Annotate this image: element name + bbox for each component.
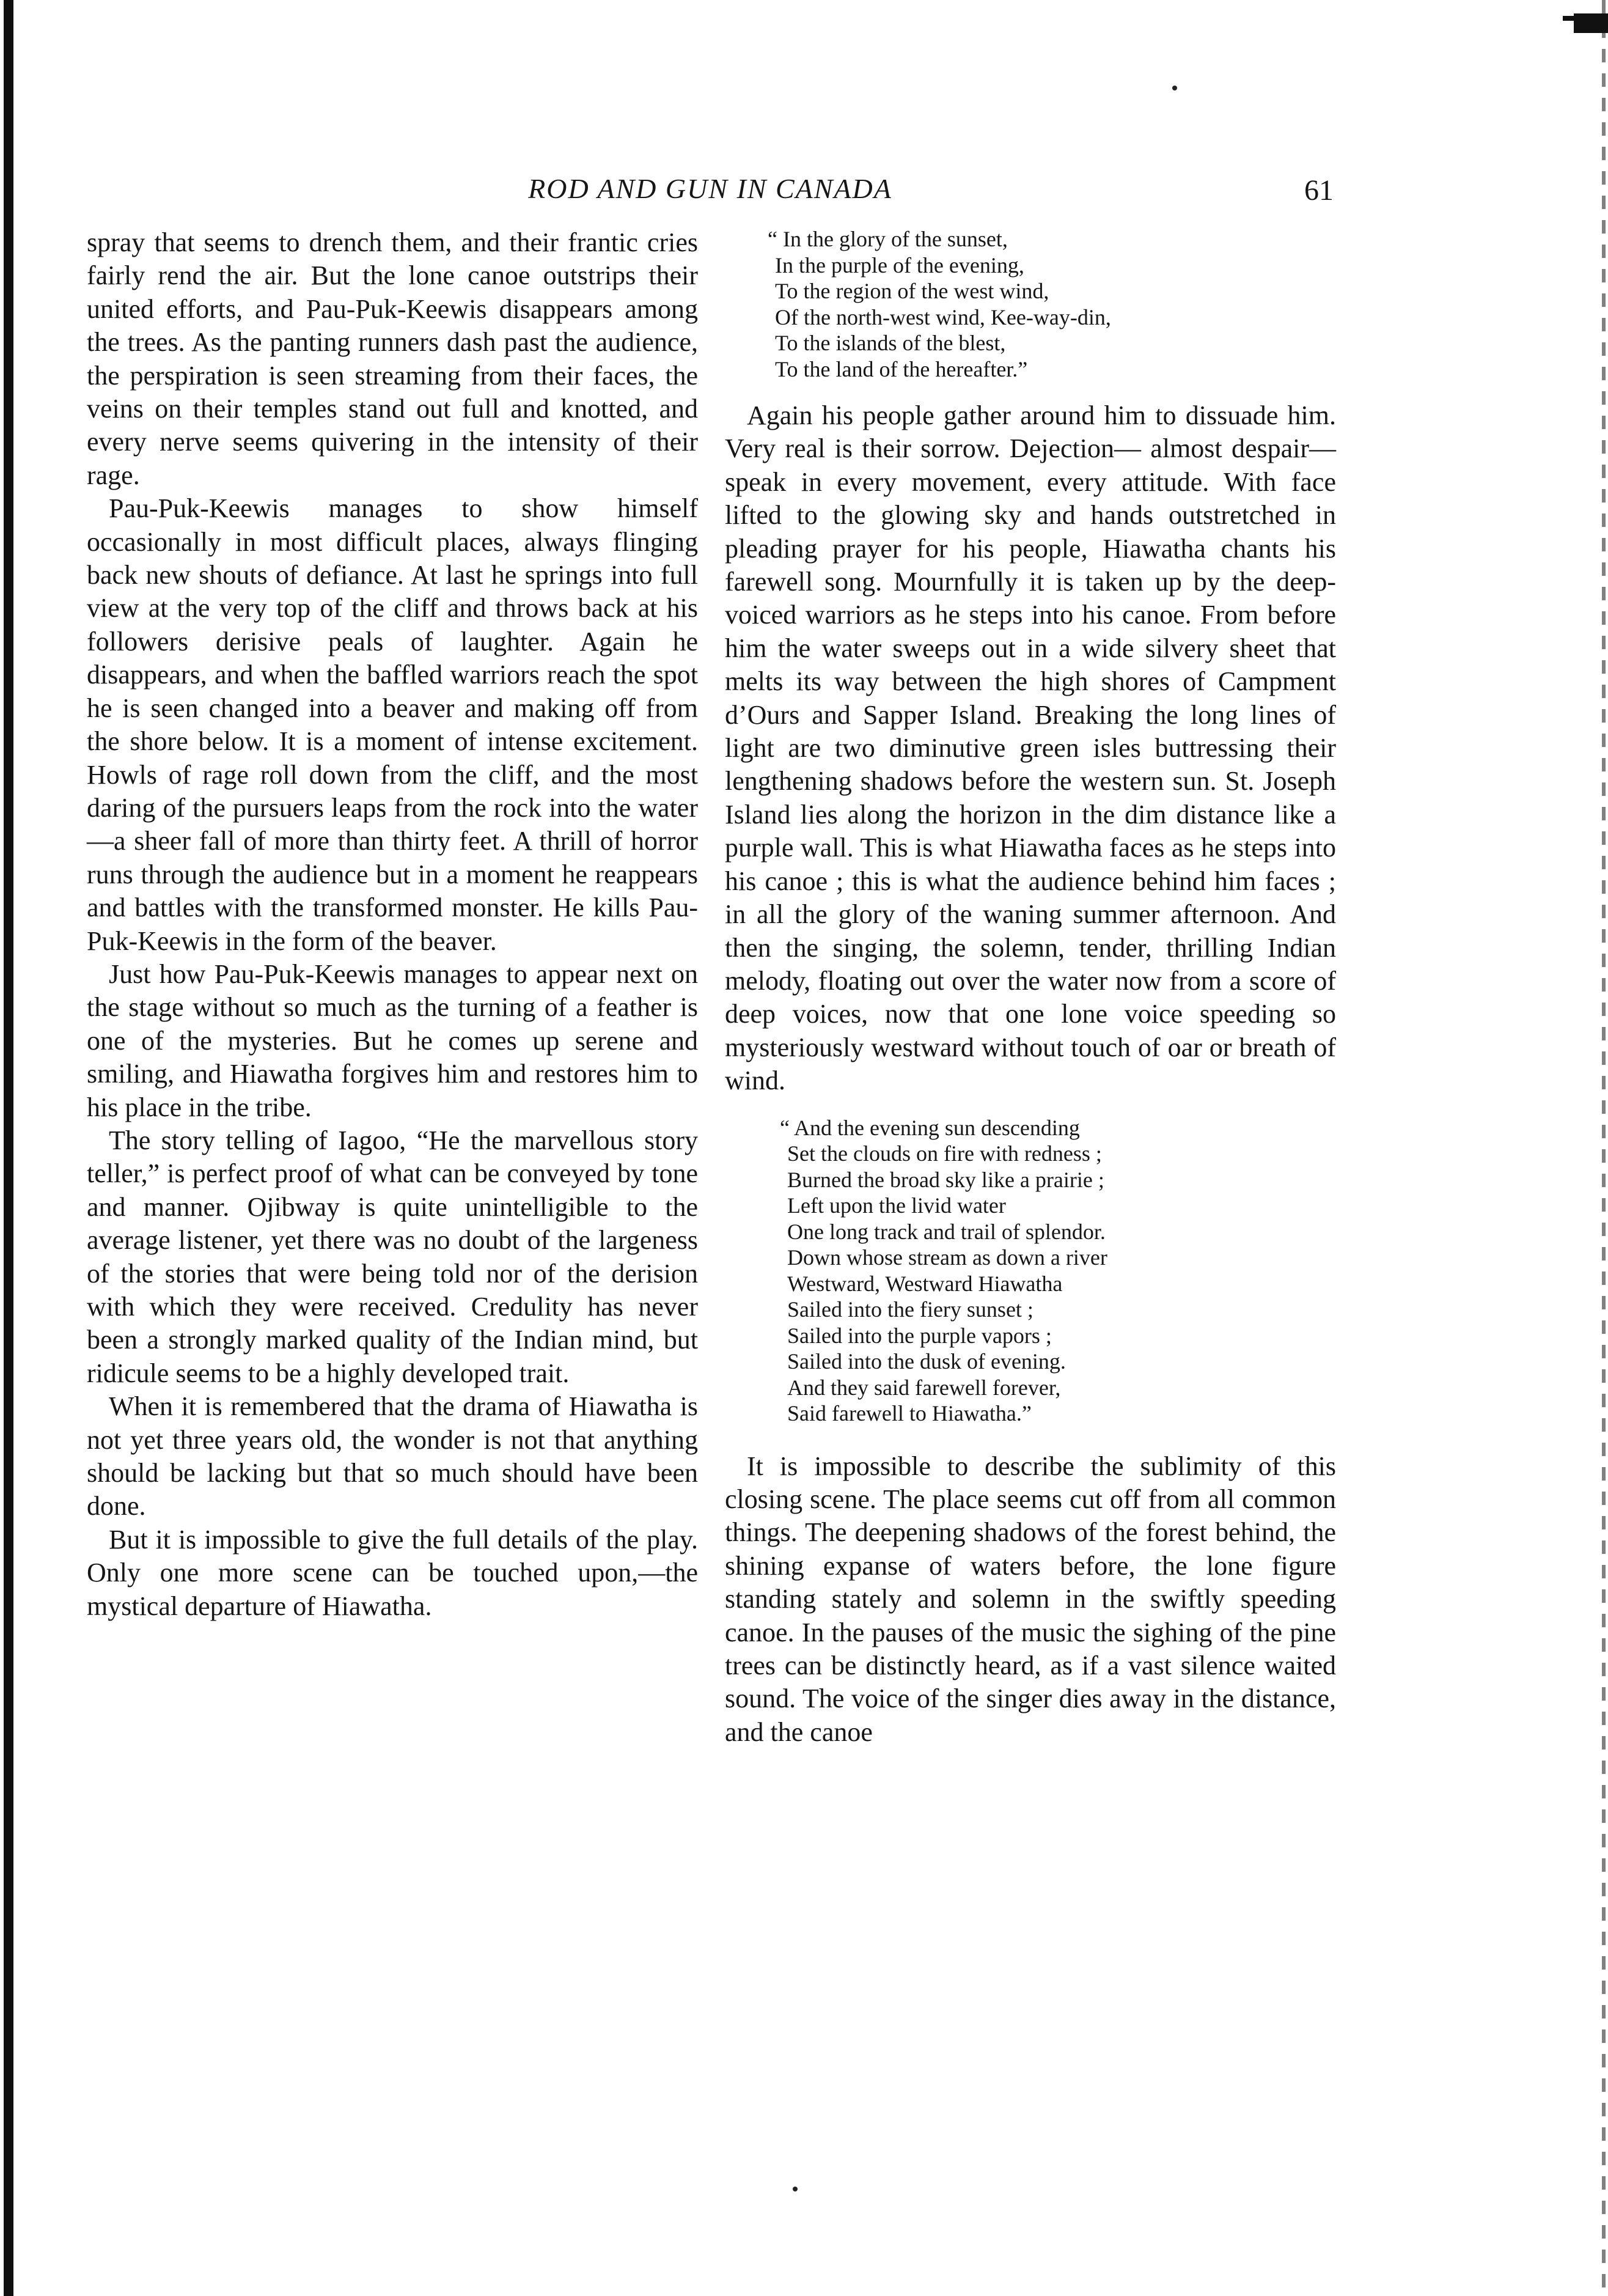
page-right-edge (1602, 0, 1606, 2296)
poem-line: Sailed into the fiery sunset ; (787, 1297, 1033, 1322)
poem-line: One long track and trail of splendor. (787, 1219, 1106, 1244)
right-column (725, 226, 1336, 1749)
paragraph: Pau-Puk-Keewis manages to show himself occasionally in most difficult places, always flinging back new shouts of defiance. At last he springs into full view at the very top of the cliff and throws back at his followers derisive peals of laughter. Again he disappears, and when the baffled warriors reach the spot he is seen changed into a beaver and making off from the shore below. It is a moment of intense excitement. Howls of rage roll down from the cliff, and the most daring of the pursuers leaps from the rock into the water—a sheer fall of more than thirty feet. A thrill of horror runs through the audience but in a moment he reappears and battles with the transformed monster. He kills Pau-Puk-Keewis in the form of the beaver. (87, 493, 698, 956)
poem-line: Left upon the livid water (787, 1193, 1006, 1218)
poem-line: Westward, Westward Hiawatha (787, 1271, 1063, 1296)
poem-line: And they said farewell forever, (787, 1375, 1061, 1400)
poem-line: To the islands of the blest, (775, 331, 1006, 355)
poem-line: Sailed into the dusk of evening. (787, 1349, 1066, 1374)
poem-quote (725, 1115, 1336, 1427)
page-binding-edge (4, 0, 13, 2296)
running-header (87, 172, 1334, 209)
corner-mark (1574, 13, 1608, 33)
poem-line: Down whose stream as down a river (787, 1245, 1107, 1270)
poem-line: In the purple of the evening, (775, 252, 1024, 278)
paragraph: But it is impossible to give the full details of the play. Only one more scene can be touched upon,—the mystical departure of Hiawatha. (87, 1524, 698, 1621)
paragraph: The story telling of Iagoo, “He the marvellous story teller,” is perfect proof of what can be conveyed by tone and manner. Ojibway is quite unintelligible to the average listener, yet there was no doubt of the largeness of the stories that were being told nor of the derision with which they were received. Credulity has never been a strongly marked quality of the Indian mind, but ridicule seems to be a highly developed trait. (87, 1125, 698, 1388)
paragraph: Again his people gather around him to dissuade him. Very real is their sorrow. Dejection— almost despair— speak in every movement, every attitude. With face lifted to the glowing sky and hands outstretched in pleading prayer for his people, Hiawatha chants his farewell song. Mournfully it is taken up by the deep-voiced warriors as he steps into his canoe. From before him the water sweeps out in a wide silvery sheet that melts its way between the high shores of Campment d’Ours and Sapper Island. Breaking the long lines of light are two diminutive green isles buttressing their lengthening shadows before the western sun. St. Joseph Island lies along the horizon in the dim distance like a purple wall. This is what Hiawatha faces as he steps into his canoe ; this is what the audience behind him faces ; in all the glory of the waning summer afternoon. And then the singing, the solemn, tender, thrilling Indian melody, floating out over the water now from a score of deep voices, now that one lone voice speeding so mysteriously westward without touch of oar or breath of wind. (725, 400, 1336, 1096)
paragraph: When it is remembered that the drama of Hiawatha is not yet three years old, the wonder is not that anything should be lacking but that so much should have been done. (87, 1391, 698, 1521)
poem-line: Said farewell to Hiawatha.” (787, 1401, 1032, 1426)
poem-line: “ In the glory of the sunset, (768, 227, 1008, 251)
print-speck (793, 2187, 798, 2191)
page-number: 61 (1304, 174, 1334, 207)
journal-title: ROD AND GUN IN CANADA (528, 173, 892, 204)
poem-line: Burned the broad sky like a prairie ; (787, 1167, 1104, 1192)
print-speck (1172, 86, 1177, 90)
poem-line: Of the north-west wind, Kee-way-din, (775, 304, 1111, 329)
poem-quote (725, 226, 1336, 382)
paragraph: It is impossible to describe the sublimity of this closing scene. The place seems cut off from all common things. The deepening shadows of the forest behind, the shining expanse of waters before, the lone figure standing stately and solemn in the swiftly speeding canoe. In the pauses of the music the sighing of the pine trees can be distinctly heard, as if a vast silence waited sound. The voice of the singer dies away in the distance, and the canoe (725, 1451, 1336, 1747)
poem-line: Set the clouds on fire with redness ; (787, 1141, 1102, 1166)
paragraph: Just how Pau-Puk-Keewis manages to appear next on the stage without so much as the turning of a feather is one of the mysteries. But he comes up serene and smiling, and Hiawatha forgives him and restores him to his place in the tribe. (87, 959, 698, 1122)
poem-line: To the region of the west wind, (775, 279, 1049, 303)
left-column (87, 226, 698, 1623)
paragraph: spray that seems to drench them, and their frantic cries fairly rend the air. But the lone canoe outstrips their united efforts, and Pau-Puk-Keewis disappears among the trees. As the panting runners dash past the audience, the perspiration is seen streaming from their faces, the veins on their temples stand out full and knotted, and every nerve seems quivering in the intensity of their rage. (87, 227, 698, 490)
poem-line: “ And the evening sun descending (780, 1115, 1080, 1140)
poem-line: Sailed into the purple vapors ; (787, 1323, 1052, 1348)
poem-line: To the land of the hereafter.” (775, 356, 1028, 381)
